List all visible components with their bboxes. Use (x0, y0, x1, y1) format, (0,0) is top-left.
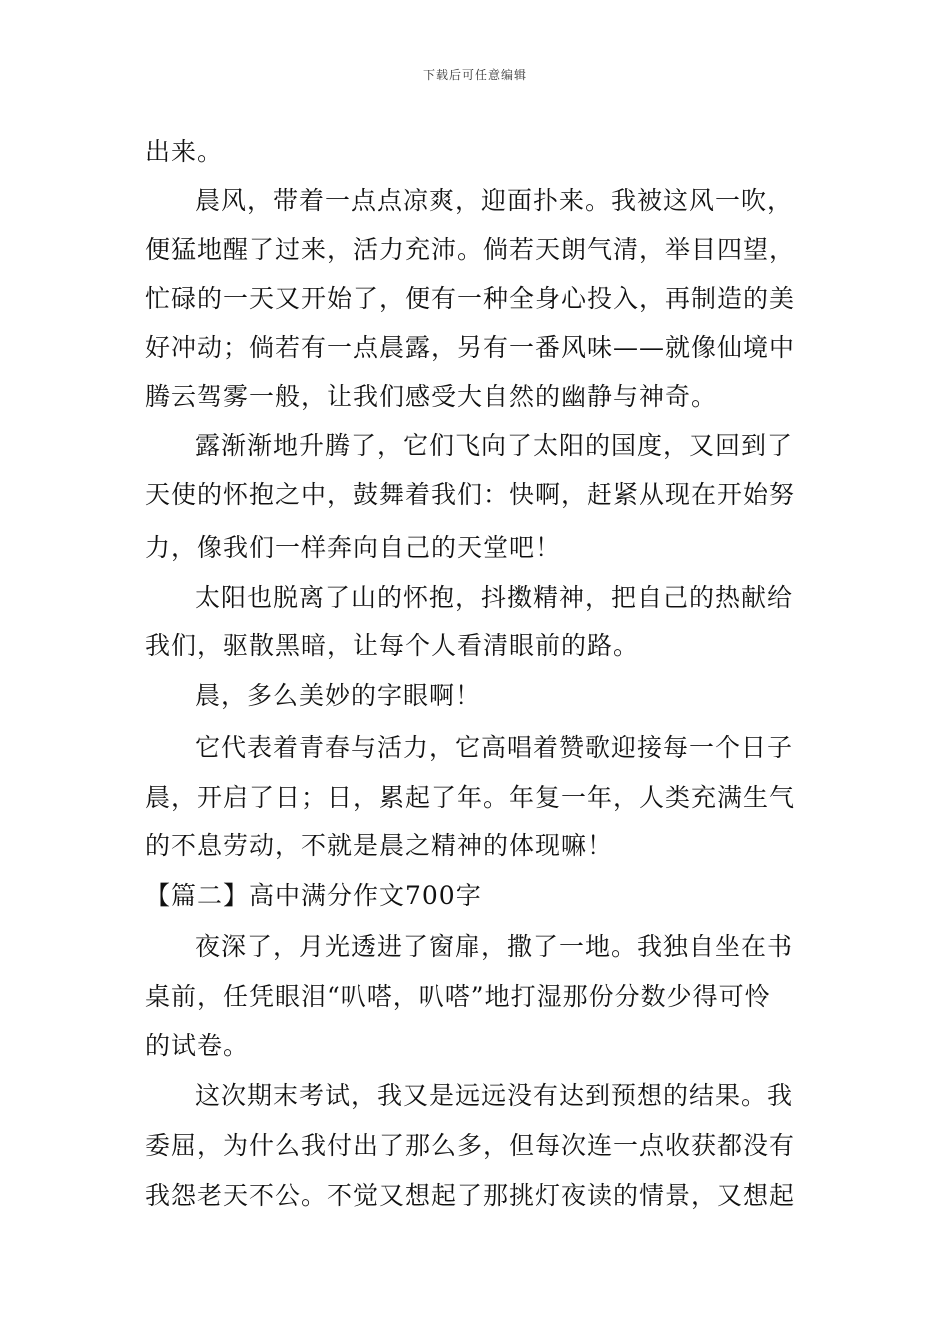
text-line: 出来。 (145, 137, 224, 166)
text-line: 力，像我们一样奔向自己的天堂吧！ (145, 533, 562, 562)
text-line: 腾云驾雾一般，让我们感受大自然的幽静与神奇。 (145, 382, 718, 411)
text-line: 便猛地醒了过来，活力充沛。倘若天朗气清，举目四望， (145, 235, 796, 264)
text-line: 的不息劳动，不就是晨之精神的体现嘛！ (145, 831, 614, 860)
text-line: 天使的怀抱之中，鼓舞着我们：快啊，赶紧从现在开始努 (145, 480, 796, 509)
paragraph-start-line: 这次期末考试，我又是远远没有达到预想的结果。我 (195, 1081, 794, 1110)
paragraph-start-line: 晨，多么美妙的字眼啊！ (195, 681, 482, 710)
section-heading: 【篇二】高中满分作文700字 (145, 881, 482, 910)
text-line: 晨，开启了日；日，累起了年。年复一年，人类充满生气 (145, 783, 796, 812)
paragraph-start-line: 夜深了，月光透进了窗扉，撒了一地。我独自坐在书 (195, 932, 794, 961)
paragraph-start-line: 太阳也脱离了山的怀抱，抖擞精神，把自己的热献给 (195, 583, 794, 612)
text-line: 委屈，为什么我付出了那么多，但每次连一点收获都没有 (145, 1131, 796, 1160)
paragraph-start-line: 晨风，带着一点点凉爽，迎面扑来。我被这风一吹， (195, 186, 794, 215)
paragraph-start-line: 它代表着青春与活力，它高唱着赞歌迎接每一个日子 (195, 733, 794, 762)
text-line: 我们，驱散黑暗，让每个人看清眼前的路。 (145, 631, 640, 660)
page-header: 下载后可任意编辑 (422, 68, 527, 82)
text-line: 的试卷。 (145, 1031, 250, 1060)
text-line: 忙碌的一天又开始了，便有一种全身心投入，再制造的美 (145, 284, 796, 313)
text-line: 好冲动；倘若有一点晨露，另有一番风味——就像仙境中 (145, 333, 796, 362)
text-line: 我怨老天不公。不觉又想起了那挑灯夜读的情景，又想起 (145, 1181, 796, 1210)
paragraph-start-line: 露渐渐地升腾了，它们飞向了太阳的国度，又回到了 (195, 431, 794, 460)
text-line: 桌前，任凭眼泪“叭嗒，叭嗒”地打湿那份分数少得可怜 (145, 982, 771, 1011)
